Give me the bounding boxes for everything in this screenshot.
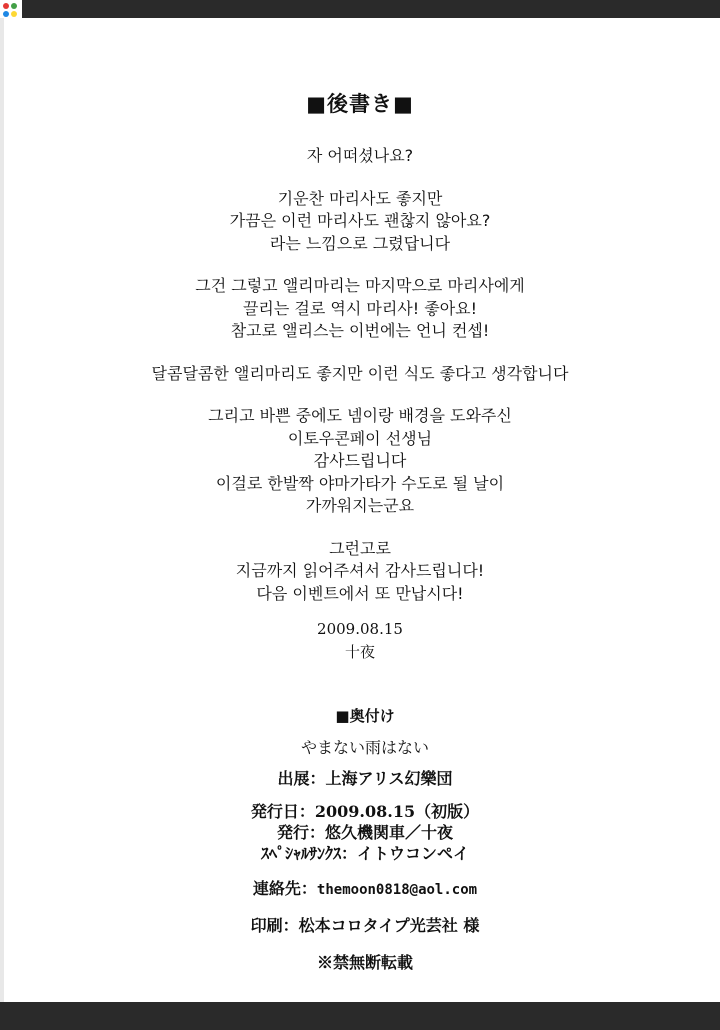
afterword-line: 그리고 바쁜 중에도 넴이랑 배경을 도와주신 xyxy=(208,406,512,425)
afterword-line: 지금까지 읽어주셔서 감사드립니다! xyxy=(235,561,485,580)
contact-email: themoon0818@aol.com xyxy=(316,882,478,898)
afterword-line: 그런고로 xyxy=(329,538,391,558)
printing-line: 印刷：松本コロタイプ光芸社 様 xyxy=(250,916,480,935)
afterword-line: 참고로 앨리스는 이번에는 언니 컨셉! xyxy=(230,321,490,340)
blank-line xyxy=(0,255,720,275)
publisher-line: 発行：悠久機関車／十夜 xyxy=(276,823,453,842)
notice-line: ※禁無断転載 xyxy=(316,953,413,972)
blank-line xyxy=(0,168,720,188)
afterword-author: 十夜 xyxy=(344,643,375,661)
top-scan-border xyxy=(0,0,720,18)
afterword-line: 기운찬 마리사도 좋지만 xyxy=(277,188,443,208)
issue-date-line: 発行日：2009.08.15（初版） xyxy=(250,802,480,821)
afterword-line: 이걸로 한발짝 야마가타가 수도로 될 날이 xyxy=(215,473,505,493)
contact-line xyxy=(0,878,720,901)
colophon-header: ■奥付け xyxy=(335,707,395,725)
afterword-line: 이토우콘페이 선생님 xyxy=(287,428,433,448)
afterword-line: 그건 그렇고 앨리마리는 마지막으로 마리사에게 xyxy=(195,276,525,295)
special-thanks-line: ｽﾍﾟｼｬﾙｻﾝｸｽ：イトウコンペイ xyxy=(260,844,469,863)
afterword-line: 끌리는 걸로 역시 마리사! 좋아요! xyxy=(242,298,478,318)
afterword-line: 가끔은 이런 마리사도 괜찮지 않아요? xyxy=(229,211,491,230)
afterword-line: 라는 느낌으로 그렸답니다 xyxy=(269,233,451,253)
blank-line xyxy=(0,385,720,405)
afterword-line: 자 어떠셨나요? xyxy=(306,146,414,165)
afterword-line: 가까워지는군요 xyxy=(305,496,415,515)
afterword-title: ■後書き■ xyxy=(306,92,414,116)
contact-label: 連絡先： xyxy=(252,879,317,898)
afterword-line: 다음 이벤트에서 또 만납시다! xyxy=(256,583,464,603)
bottom-scan-border xyxy=(0,1002,720,1030)
blank-line xyxy=(0,518,720,538)
afterword-line: 달콤달콤한 앨리마리도 좋지만 이런 식도 좋다고 생각합니다 xyxy=(151,363,569,383)
afterword-body xyxy=(0,145,720,605)
afterword-line: 감사드립니다 xyxy=(313,451,407,470)
colophon xyxy=(0,706,720,973)
blank-line xyxy=(0,343,720,363)
book-title: やまない雨はない xyxy=(300,738,429,757)
exhibit-line: 出展：上海アリス幻樂団 xyxy=(277,769,453,788)
afterword-date: 2009.08.15 xyxy=(317,620,403,638)
